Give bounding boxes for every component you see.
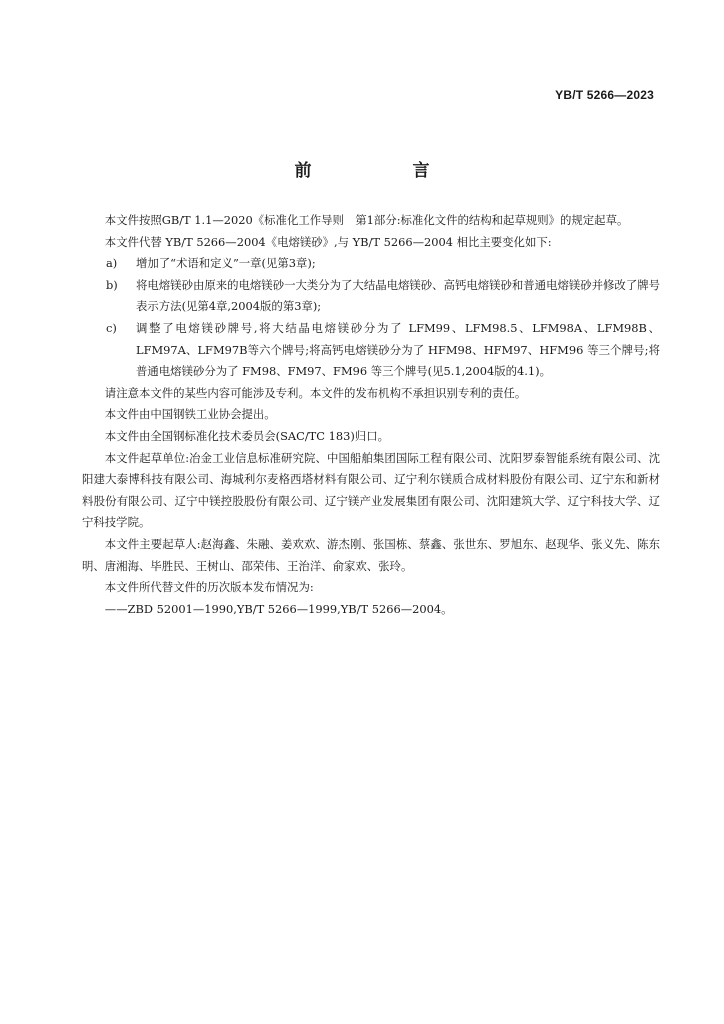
paragraph-patent-notice: 请注意本文件的某些内容可能涉及专利。本文件的发布机构不承担识别专利的责任。: [104, 385, 527, 400]
paragraph-proposed-by: 本文件由中国钢铁工业协会提出。: [104, 407, 276, 422]
list-item-marker: a): [106, 256, 118, 271]
list-item-text: 调整了电熔镁砂牌号,将大结晶电熔镁砂分为了 LFM99、LFM98.5、LFM98A、LFM98B、LFM97A、LFM97B等六个牌号;将高钙电熔镁砂分为了 HFM98、HFM97、HFM96 等三个牌号;将普通电熔镁砂分为了 FM98、FM97、FM96 等三个牌号(见5.1,2004版的4.1)。: [136, 320, 660, 379]
paragraph-replacement: 本文件代替 YB/T 5266—2004《电熔镁砂》,与 YB/T 5266—2004 相比主要变化如下:: [104, 234, 552, 249]
list-item-text: 将电熔镁砂由原来的电熔镁砂一大类分为了大结晶电熔镁砂、高钙电熔镁砂和普通电熔镁砂并修改了牌号表示方法(见第4章,2004版的第3章);: [136, 277, 660, 314]
foreword-body: [82, 210, 660, 620]
paragraph-centralized-by: 本文件由全国钢标准化技术委员会(SAC/TC 183)归口。: [104, 428, 389, 443]
list-item: [82, 275, 660, 318]
paragraph-history-intro: 本文件所代替文件的历次版本发布情况为:: [104, 580, 314, 595]
paragraph-drafters: 本文件主要起草人:赵海鑫、朱融、姜欢欢、游杰刚、张国栋、蔡鑫、张世东、罗旭东、赵现华、张义先、陈东明、唐湘海、毕胜民、王树山、邵荣伟、王治洋、俞家欢、张玲。: [82, 536, 660, 573]
list-item: [82, 318, 660, 383]
page-title: 前 言: [294, 161, 472, 181]
paragraph-history-versions: ——ZBD 52001—1990,YB/T 5266—1999,YB/T 5266—2004。: [104, 601, 453, 616]
list-item: [82, 253, 660, 275]
list-item-text: 增加了“术语和定义”一章(见第3章);: [136, 256, 316, 271]
standard-code: YB/T 5266—2023: [555, 88, 654, 102]
list-item-marker: b): [106, 277, 118, 292]
paragraph-drafting-units: 本文件起草单位:冶金工业信息标准研究院、中国船舶集团国际工程有限公司、沈阳罗泰智能系统有限公司、沈阳建大泰博科技有限公司、海城利尔麦格西塔材料有限公司、辽宁利尔镁质合成材料股份有限公司、辽宁东和新材料股份有限公司、辽宁中镁控股股份有限公司、辽宁镁产业发展集团有限公司、沈阳建筑大学、辽宁科技大学、辽宁科技学院。: [82, 450, 660, 530]
list-item-marker: c): [106, 320, 117, 335]
paragraph-drafting-rules: 本文件按照GB/T 1.1—2020《标准化工作导则 第1部分:标准化文件的结构和起草规则》的规定起草。: [104, 213, 629, 227]
